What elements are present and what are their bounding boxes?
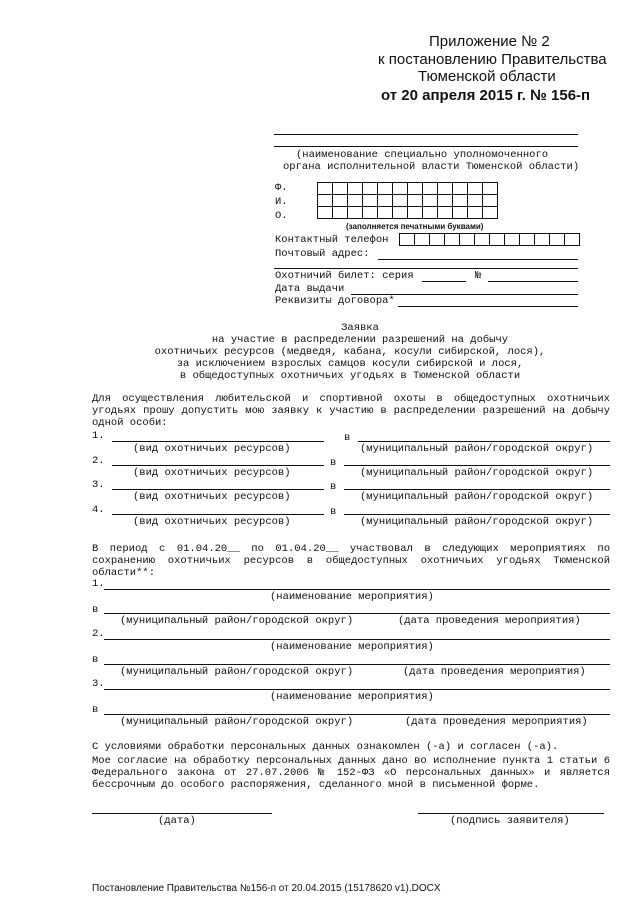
event-date-cap-2: (дата проведения мероприятия) xyxy=(403,666,586,678)
res-district-field-4[interactable] xyxy=(344,514,610,515)
addressee-line-2 xyxy=(274,146,578,147)
res-in-4: в xyxy=(330,506,337,518)
issue-date-label: Дата выдачи xyxy=(275,283,345,295)
fio-grid[interactable] xyxy=(317,182,498,219)
event-place-field-1[interactable] xyxy=(104,613,610,614)
event-district-cap-3: (муниципальный район/городской округ) xyxy=(120,716,354,728)
res-num-2: 2. xyxy=(92,455,105,467)
res-in-2: в xyxy=(330,457,337,469)
phone-cells[interactable] xyxy=(399,233,580,246)
addressee-line-1 xyxy=(274,134,578,135)
res-in-3: в xyxy=(330,481,337,493)
title-4: за исключением взрослых самцов косули сибирской и лося, xyxy=(176,358,524,370)
addressee-caption-2: органа исполнительной власти Тюменской области) xyxy=(283,161,580,173)
contract-field[interactable] xyxy=(398,306,578,307)
title-1: Заявка xyxy=(341,322,379,334)
res-kind-field-3[interactable] xyxy=(112,489,324,490)
event-name-cap-3: (наименование мероприятия) xyxy=(270,691,434,703)
res-district-field-3[interactable] xyxy=(344,489,610,490)
title-3: охотничьих ресурсов (медведя, кабана, косули сибирской, лося), xyxy=(154,346,546,358)
event-in-2: в xyxy=(92,654,99,666)
address-field-2[interactable] xyxy=(274,268,578,269)
intro-paragraph: Для осуществления любительской и спортивной охоты в общедоступных охотничьих угодьях прошу допустить мою заявку к участию в распределении разрешений на добычу одной особи: xyxy=(92,393,610,429)
event-in-3: в xyxy=(92,704,99,716)
date-sign-field[interactable] xyxy=(92,813,272,814)
event-name-field-1[interactable] xyxy=(104,589,610,590)
event-district-cap-2: (муниципальный район/городской округ) xyxy=(120,666,354,678)
event-name-field-2[interactable] xyxy=(104,639,610,640)
res-kind-field-1[interactable] xyxy=(112,441,324,442)
contract-label: Реквизиты договора* xyxy=(275,295,395,307)
event-name-cap-2: (наименование мероприятия) xyxy=(270,641,434,653)
consent-paragraph: Мое согласие на обработку персональных данных дано во исполнение пункта 1 статьи 6 Федерального закона от 27.07.2006 № 152-ФЗ «О персональных данных» и является бессрочным до особого распоряжения, сделанного мной в письменной форме. xyxy=(92,755,610,791)
label-o: О. xyxy=(275,210,288,222)
ticket-number-field[interactable] xyxy=(488,281,578,282)
event-place-field-2[interactable] xyxy=(104,664,610,665)
res-district-cap-4: (муниципальный район/городской округ) xyxy=(360,516,594,528)
date-caption: (дата) xyxy=(158,815,196,827)
ticket-label: Охотничий билет: серия xyxy=(275,270,414,282)
res-district-cap-1: (муниципальный район/городской округ) xyxy=(360,443,594,455)
event-date-cap-1: (дата проведения мероприятия) xyxy=(398,615,581,627)
consent-line-1: С условиями обработки персональных данных ознакомлен (-а) и согласен (-а). xyxy=(92,741,559,753)
print-note: (заполняется печатными буквами) xyxy=(346,222,484,231)
event-name-cap-1: (наименование мероприятия) xyxy=(270,591,434,603)
label-i: И. xyxy=(275,196,288,208)
phone-label: Контактный телефон xyxy=(275,234,389,246)
res-num-4: 4. xyxy=(92,504,105,516)
ticket-series-field[interactable] xyxy=(422,281,466,282)
res-num-1: 1. xyxy=(92,430,105,442)
res-kind-field-2[interactable] xyxy=(112,465,324,466)
res-kind-cap-3: (вид охотничьих ресурсов) xyxy=(133,491,291,503)
event-name-field-3[interactable] xyxy=(104,689,610,690)
event-in-1: в xyxy=(92,604,99,616)
event-num-1: 1. xyxy=(92,578,105,590)
res-in-1: в xyxy=(344,432,351,444)
title-5: в общедоступных охотничьих угодьях в Тюменской области xyxy=(179,370,521,382)
signature-field[interactable] xyxy=(418,813,604,814)
res-district-field-2[interactable] xyxy=(344,465,610,466)
res-num-3: 3. xyxy=(92,479,105,491)
title-2: на участие в распределении разрешений на добычу xyxy=(211,334,509,346)
res-kind-cap-1: (вид охотничьих ресурсов) xyxy=(133,443,291,455)
event-num-3: 3. xyxy=(92,678,105,690)
res-kind-field-4[interactable] xyxy=(112,514,324,515)
res-kind-cap-4: (вид охотничьих ресурсов) xyxy=(133,516,291,528)
signature-caption: (подпись заявителя) xyxy=(450,815,570,827)
event-place-field-3[interactable] xyxy=(104,714,610,715)
appendix-line-3: Тюменской области xyxy=(418,68,556,85)
appendix-line-4: от 20 апреля 2015 г. № 156-п xyxy=(381,87,591,104)
address-label: Почтовый адрес: xyxy=(275,248,370,260)
footer-text: Постановление Правительства №156-п от 20.04.2015 (15178620 v1).DOCX xyxy=(92,883,441,894)
event-date-cap-3: (дата проведения мероприятия) xyxy=(405,716,588,728)
appendix-line-2: к постановлению Правительства xyxy=(378,51,607,68)
event-district-cap-1: (муниципальный район/городской округ) xyxy=(120,615,354,627)
address-field[interactable] xyxy=(378,259,578,260)
appendix-line-1: Приложение № 2 xyxy=(429,33,550,50)
addressee-caption-1: (наименование специально уполномоченного xyxy=(296,149,549,161)
res-district-cap-2: (муниципальный район/городской округ) xyxy=(360,467,594,479)
res-kind-cap-2: (вид охотничьих ресурсов) xyxy=(133,467,291,479)
number-sign: № xyxy=(475,270,482,282)
label-f: Ф. xyxy=(275,182,288,194)
period-paragraph: В период с 01.04.20__ по 01.04.20__ участвовал в следующих мероприятиях по сохранению охотничьих ресурсов в общедоступных охотничьих угодьях Тюменской области**: xyxy=(92,543,610,579)
res-district-cap-3: (муниципальный район/городской округ) xyxy=(360,491,594,503)
event-num-2: 2. xyxy=(92,628,105,640)
res-district-field-1[interactable] xyxy=(358,441,610,442)
